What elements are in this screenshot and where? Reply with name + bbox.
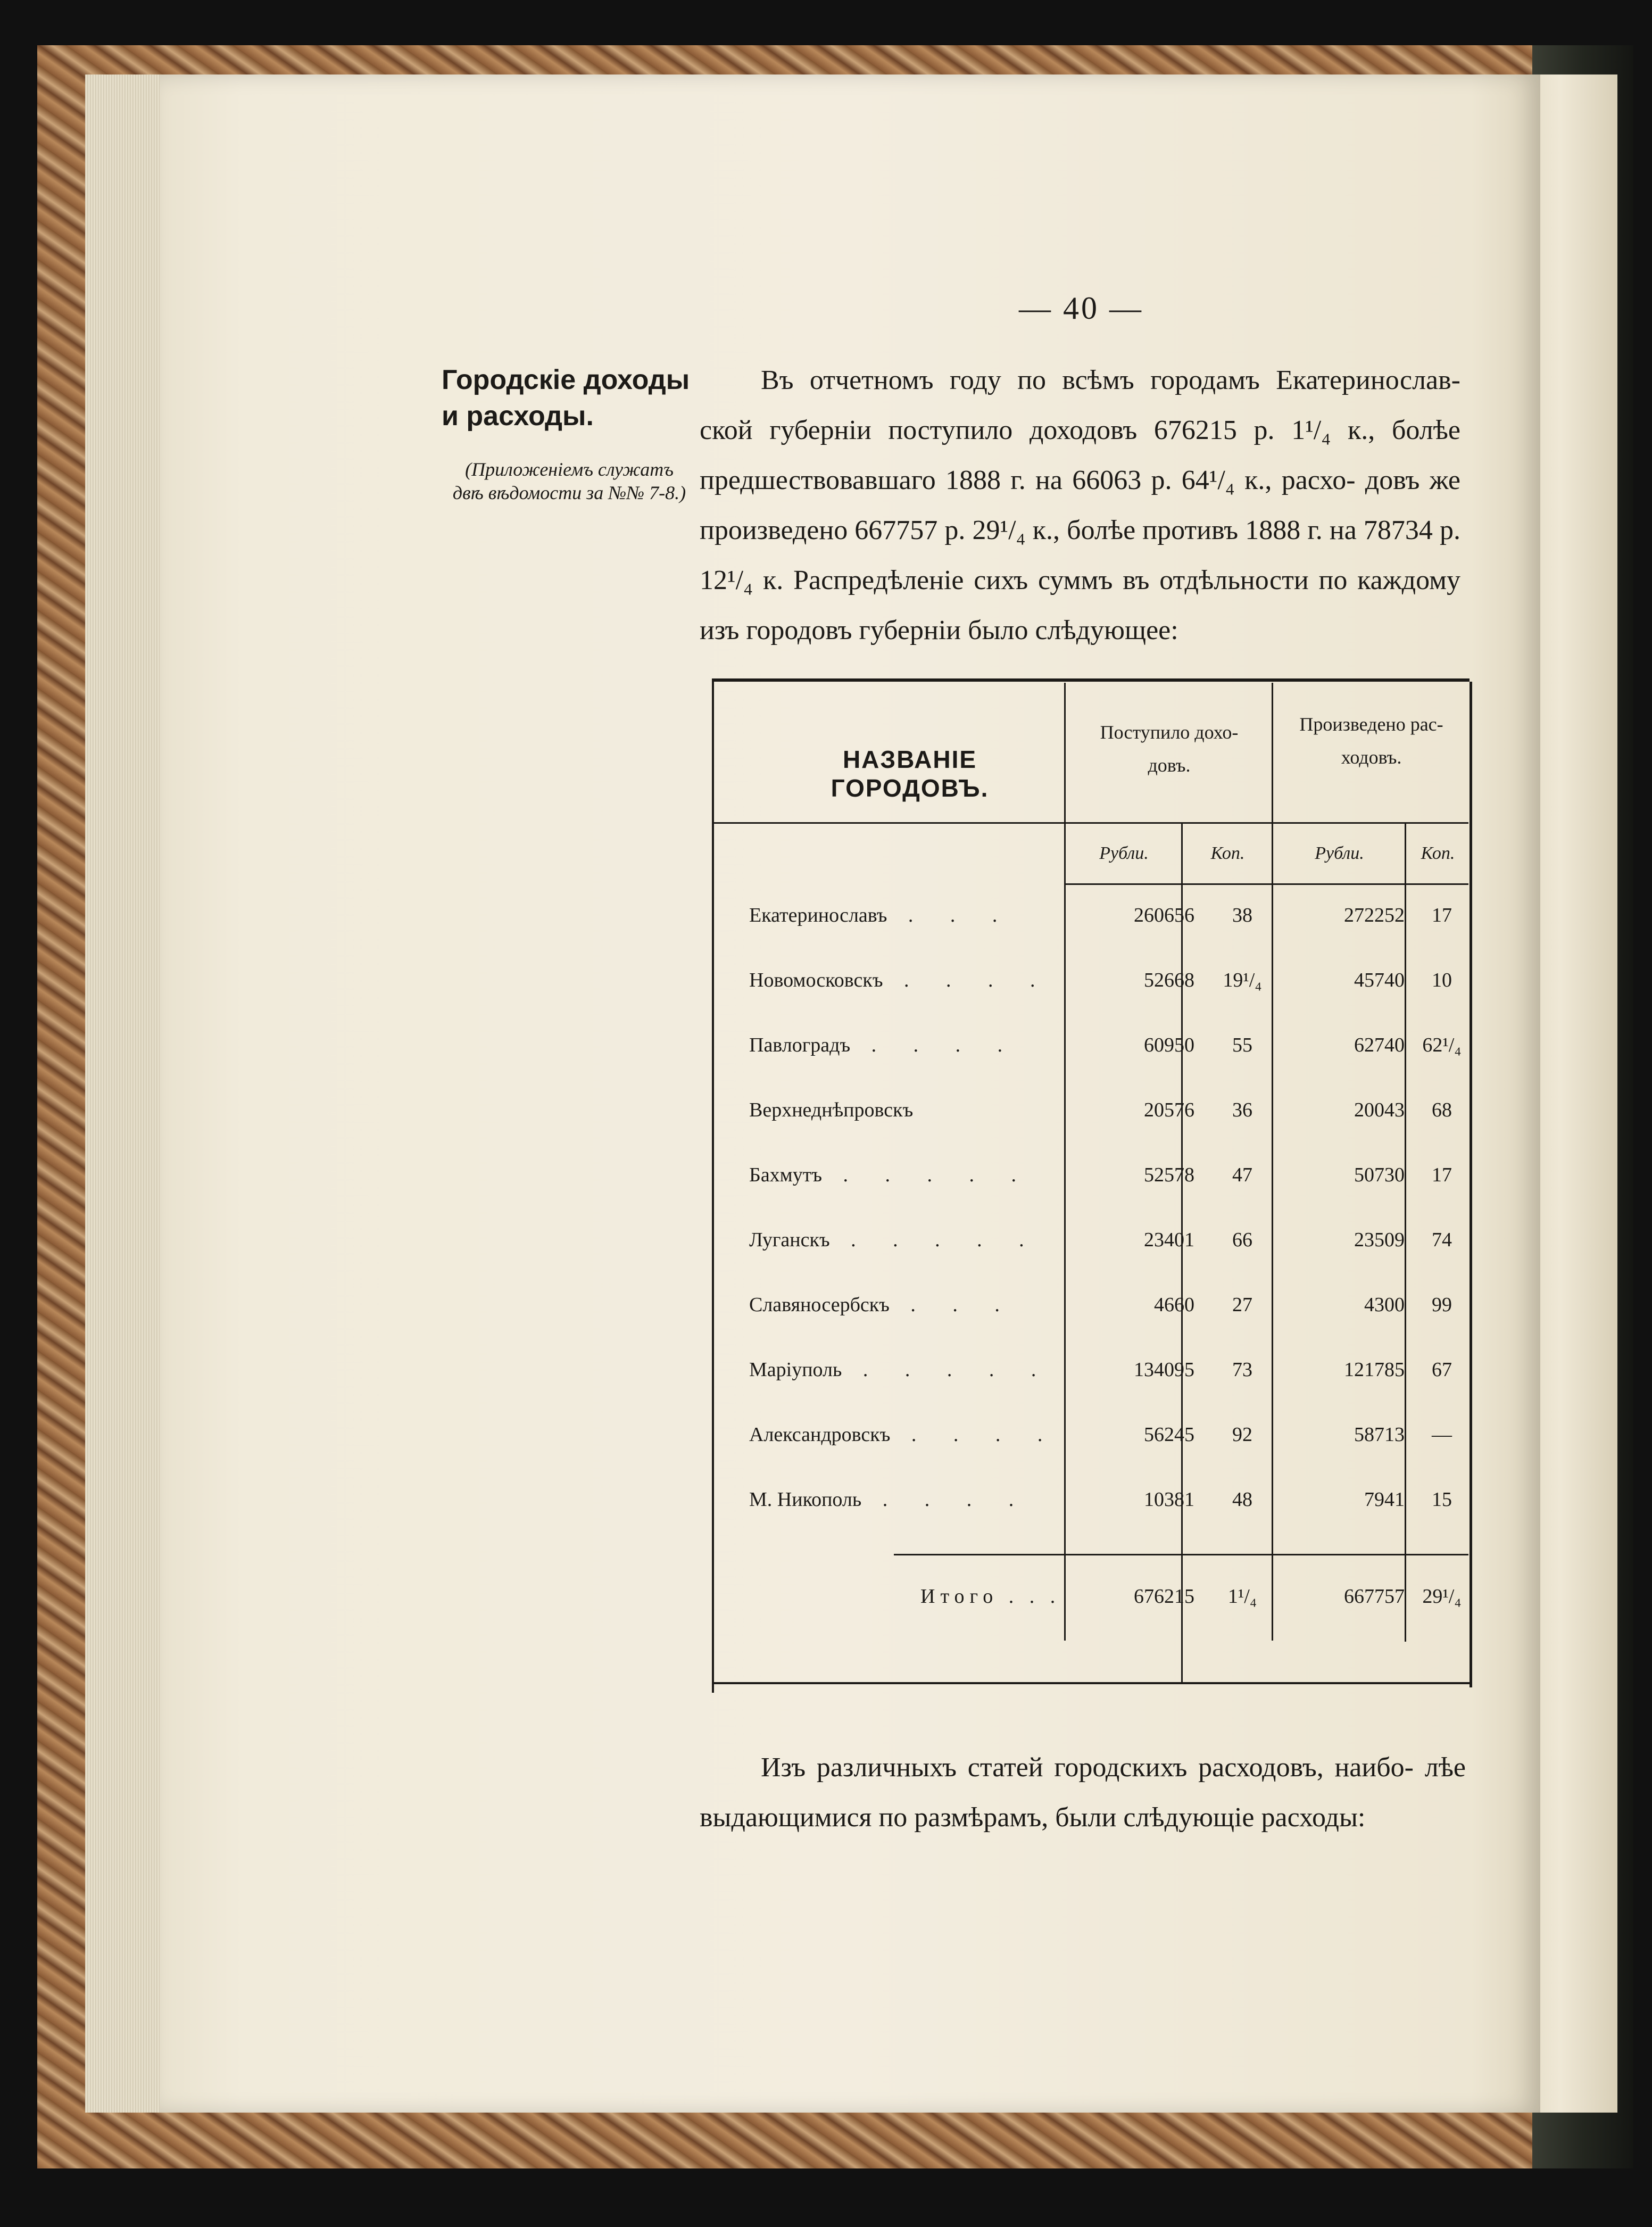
paragraph-intro-line: предшествовавшаго 1888 г. на 66063 р. 64¹/₄ к., расхо- — [700, 465, 1356, 495]
city-name-cell — [749, 1163, 1063, 1187]
city-name-cell — [749, 1228, 1063, 1252]
subheader-expense-kopecks: Коп. — [1421, 843, 1455, 863]
table-row — [713, 1228, 1468, 1292]
expense-kopecks-cell: 68 — [1432, 1099, 1452, 1121]
expense-rubles-cell: 7941 — [1364, 1488, 1405, 1511]
income-rubles-cell: 260656 — [1134, 904, 1194, 926]
paragraph-intro-line: ской губерніи поступило доходовъ 676215 р. 1¹/₄ к., болѣе — [700, 415, 1460, 445]
expense-kopecks-cell: 15 — [1432, 1488, 1452, 1511]
city-name: Верхнеднѣпровскъ — [749, 1099, 914, 1121]
city-name: Павлоградъ — [749, 1034, 851, 1056]
table-row — [713, 1163, 1468, 1227]
subheader-expense-rubles: Рубли. — [1315, 843, 1364, 863]
table-row — [713, 1358, 1468, 1422]
table-border-bottom — [714, 1682, 1470, 1684]
income-rubles-cell: 60950 — [1144, 1034, 1194, 1056]
table-row — [713, 1293, 1468, 1357]
expense-rubles-cell: 50730 — [1354, 1164, 1405, 1186]
city-name: Александровскъ — [749, 1423, 891, 1446]
table-divider — [712, 822, 1468, 824]
city-name: Луганскъ — [749, 1229, 830, 1251]
income-kopecks-cell: 48 — [1232, 1488, 1252, 1511]
margin-note-line-1: (Приложеніемъ служатъ — [465, 459, 674, 480]
city-name: М. Никополь — [749, 1488, 862, 1511]
expense-rubles-cell: 272252 — [1344, 904, 1405, 926]
city-name-cell — [749, 1423, 1063, 1446]
column-header-expense-line: Произведено рас- — [1299, 714, 1443, 735]
income-kopecks-cell: 19¹/₄ — [1223, 969, 1262, 991]
table-border-right — [1470, 682, 1472, 1687]
expense-rubles-cell: 58713 — [1354, 1423, 1405, 1446]
leader-dots: . . . . — [861, 1488, 1030, 1511]
income-rubles-cell: 52668 — [1144, 969, 1194, 991]
table-divider — [894, 1554, 1468, 1555]
expense-kopecks-cell: 67 — [1432, 1359, 1452, 1381]
table-row — [713, 968, 1468, 1032]
expense-kopecks-cell: 62¹/₄ — [1422, 1034, 1462, 1056]
table-divider — [1064, 883, 1468, 885]
income-kopecks-cell: 27 — [1232, 1294, 1252, 1316]
column-header-expense-line: ходовъ. — [1341, 747, 1402, 768]
margin-heading-line-2: и расходы. — [442, 401, 594, 432]
leader-dots: . . . . . — [822, 1164, 1032, 1186]
expense-rubles-cell: 23509 — [1354, 1229, 1405, 1251]
column-header-expense — [1274, 708, 1468, 774]
margin-heading-line-1: Городскіе доходы — [442, 365, 690, 395]
expense-kopecks-cell: 17 — [1432, 1164, 1452, 1186]
leader-dots: . . . . — [890, 1423, 1059, 1446]
city-name-cell — [749, 1033, 1063, 1057]
income-kopecks-cell: 73 — [1232, 1359, 1252, 1381]
paragraph-intro-line: 1888 г. на 78734 р. 12¹/₄ к. Распредѣленіе сихъ суммъ — [700, 515, 1461, 595]
city-name: Маріуполь — [749, 1359, 842, 1381]
city-name: Бахмутъ — [749, 1164, 822, 1186]
leader-dots: . . . . — [850, 1034, 1019, 1056]
paragraph-expenses-line: лѣе выдающимися по размѣрамъ, были слѣдующіе расходы: — [700, 1752, 1466, 1833]
page-number: — 40 — — [1019, 291, 1143, 326]
income-rubles-cell: 4660 — [1154, 1294, 1194, 1316]
income-kopecks-cell: 47 — [1232, 1164, 1252, 1186]
income-kopecks-cell: 55 — [1232, 1034, 1252, 1056]
table-row — [713, 1488, 1468, 1552]
income-rubles-cell: 23401 — [1144, 1229, 1194, 1251]
paragraph-expenses-line: Изъ различныхъ статей городскихъ расходовъ, наибо- — [761, 1752, 1414, 1783]
paragraph-intro-line: слѣдующее: — [1035, 615, 1178, 645]
income-rubles-cell: 10381 — [1144, 1488, 1194, 1511]
paragraph-expenses — [700, 1743, 1466, 1843]
column-header-income-line: Поступило дохо- — [1100, 722, 1239, 743]
leader-dots: . . . . . — [829, 1229, 1040, 1251]
total-income-rubles: 676215 — [1134, 1585, 1194, 1608]
total-income-kopecks: 1¹/₄ — [1227, 1585, 1257, 1608]
paragraph-intro — [700, 355, 1460, 656]
income-rubles-cell: 52578 — [1144, 1164, 1194, 1186]
expense-rubles-cell: 20043 — [1354, 1099, 1405, 1121]
expense-rubles-cell: 45740 — [1354, 969, 1405, 991]
expense-rubles-cell: 121785 — [1344, 1359, 1405, 1381]
city-name-cell — [749, 904, 1063, 927]
table-row — [713, 904, 1468, 967]
income-rubles-cell: 20576 — [1144, 1099, 1194, 1121]
city-name: Славяносербскъ — [749, 1294, 890, 1316]
expense-kopecks-cell: 17 — [1432, 904, 1452, 926]
city-name-cell — [749, 1358, 1063, 1381]
total-label: Итого . . . — [920, 1585, 1061, 1608]
table-total-row — [713, 1585, 1468, 1649]
margin-note — [431, 458, 708, 504]
city-name: Екатеринославъ — [749, 904, 887, 926]
expense-kopecks-cell: 10 — [1432, 969, 1452, 991]
city-name-cell — [749, 1488, 1063, 1511]
city-name-cell — [749, 1293, 1063, 1317]
subheader-income-kopecks: Коп. — [1210, 843, 1245, 863]
income-kopecks-cell: 92 — [1232, 1423, 1252, 1446]
city-name-cell — [749, 1098, 1063, 1122]
paragraph-intro-line: Въ отчетномъ году по всѣмъ городамъ Екатеринослав- — [761, 365, 1460, 395]
margin-heading — [442, 362, 718, 434]
expense-rubles-cell: 4300 — [1364, 1294, 1405, 1316]
city-name-cell — [749, 968, 1063, 992]
leader-dots: . . . — [887, 904, 1014, 926]
column-header-income-line: довъ. — [1148, 755, 1191, 776]
leader-dots: . . . . — [883, 969, 1051, 991]
margin-note-line-2: двѣ вѣдомости за №№ 7-8.) — [452, 482, 686, 503]
expense-kopecks-cell: 99 — [1432, 1294, 1452, 1316]
column-header-income — [1067, 716, 1272, 782]
income-rubles-cell: 134095 — [1134, 1359, 1194, 1381]
expense-kopecks-cell: — — [1432, 1423, 1452, 1446]
income-kopecks-cell: 36 — [1232, 1099, 1252, 1121]
table-row — [713, 1098, 1468, 1162]
income-kopecks-cell: 38 — [1232, 904, 1252, 926]
income-kopecks-cell: 66 — [1232, 1229, 1252, 1251]
leader-dots: . . . — [889, 1294, 1016, 1316]
column-header-city: НАЗВАНІЕ ГОРОДОВЪ. — [831, 746, 989, 802]
subheader-income-rubles: Рубли. — [1099, 843, 1149, 863]
total-expense-rubles: 667757 — [1344, 1585, 1405, 1608]
table-row — [713, 1033, 1468, 1097]
paragraph-intro-line: въ отдѣльности по каждому изъ городовъ губерніи было — [700, 565, 1461, 645]
expense-kopecks-cell: 74 — [1432, 1229, 1452, 1251]
total-expense-kopecks: 29¹/₄ — [1422, 1585, 1462, 1608]
income-rubles-cell: 56245 — [1144, 1423, 1194, 1446]
leader-dots: . . . . . — [842, 1359, 1052, 1381]
paragraph-intro-line: довъ же произведено 667757 р. 29¹/₄ к., болѣе противъ — [700, 465, 1460, 545]
city-name: Новомосковскъ — [749, 969, 883, 991]
table-row — [713, 1423, 1468, 1487]
expense-rubles-cell: 62740 — [1354, 1034, 1405, 1056]
